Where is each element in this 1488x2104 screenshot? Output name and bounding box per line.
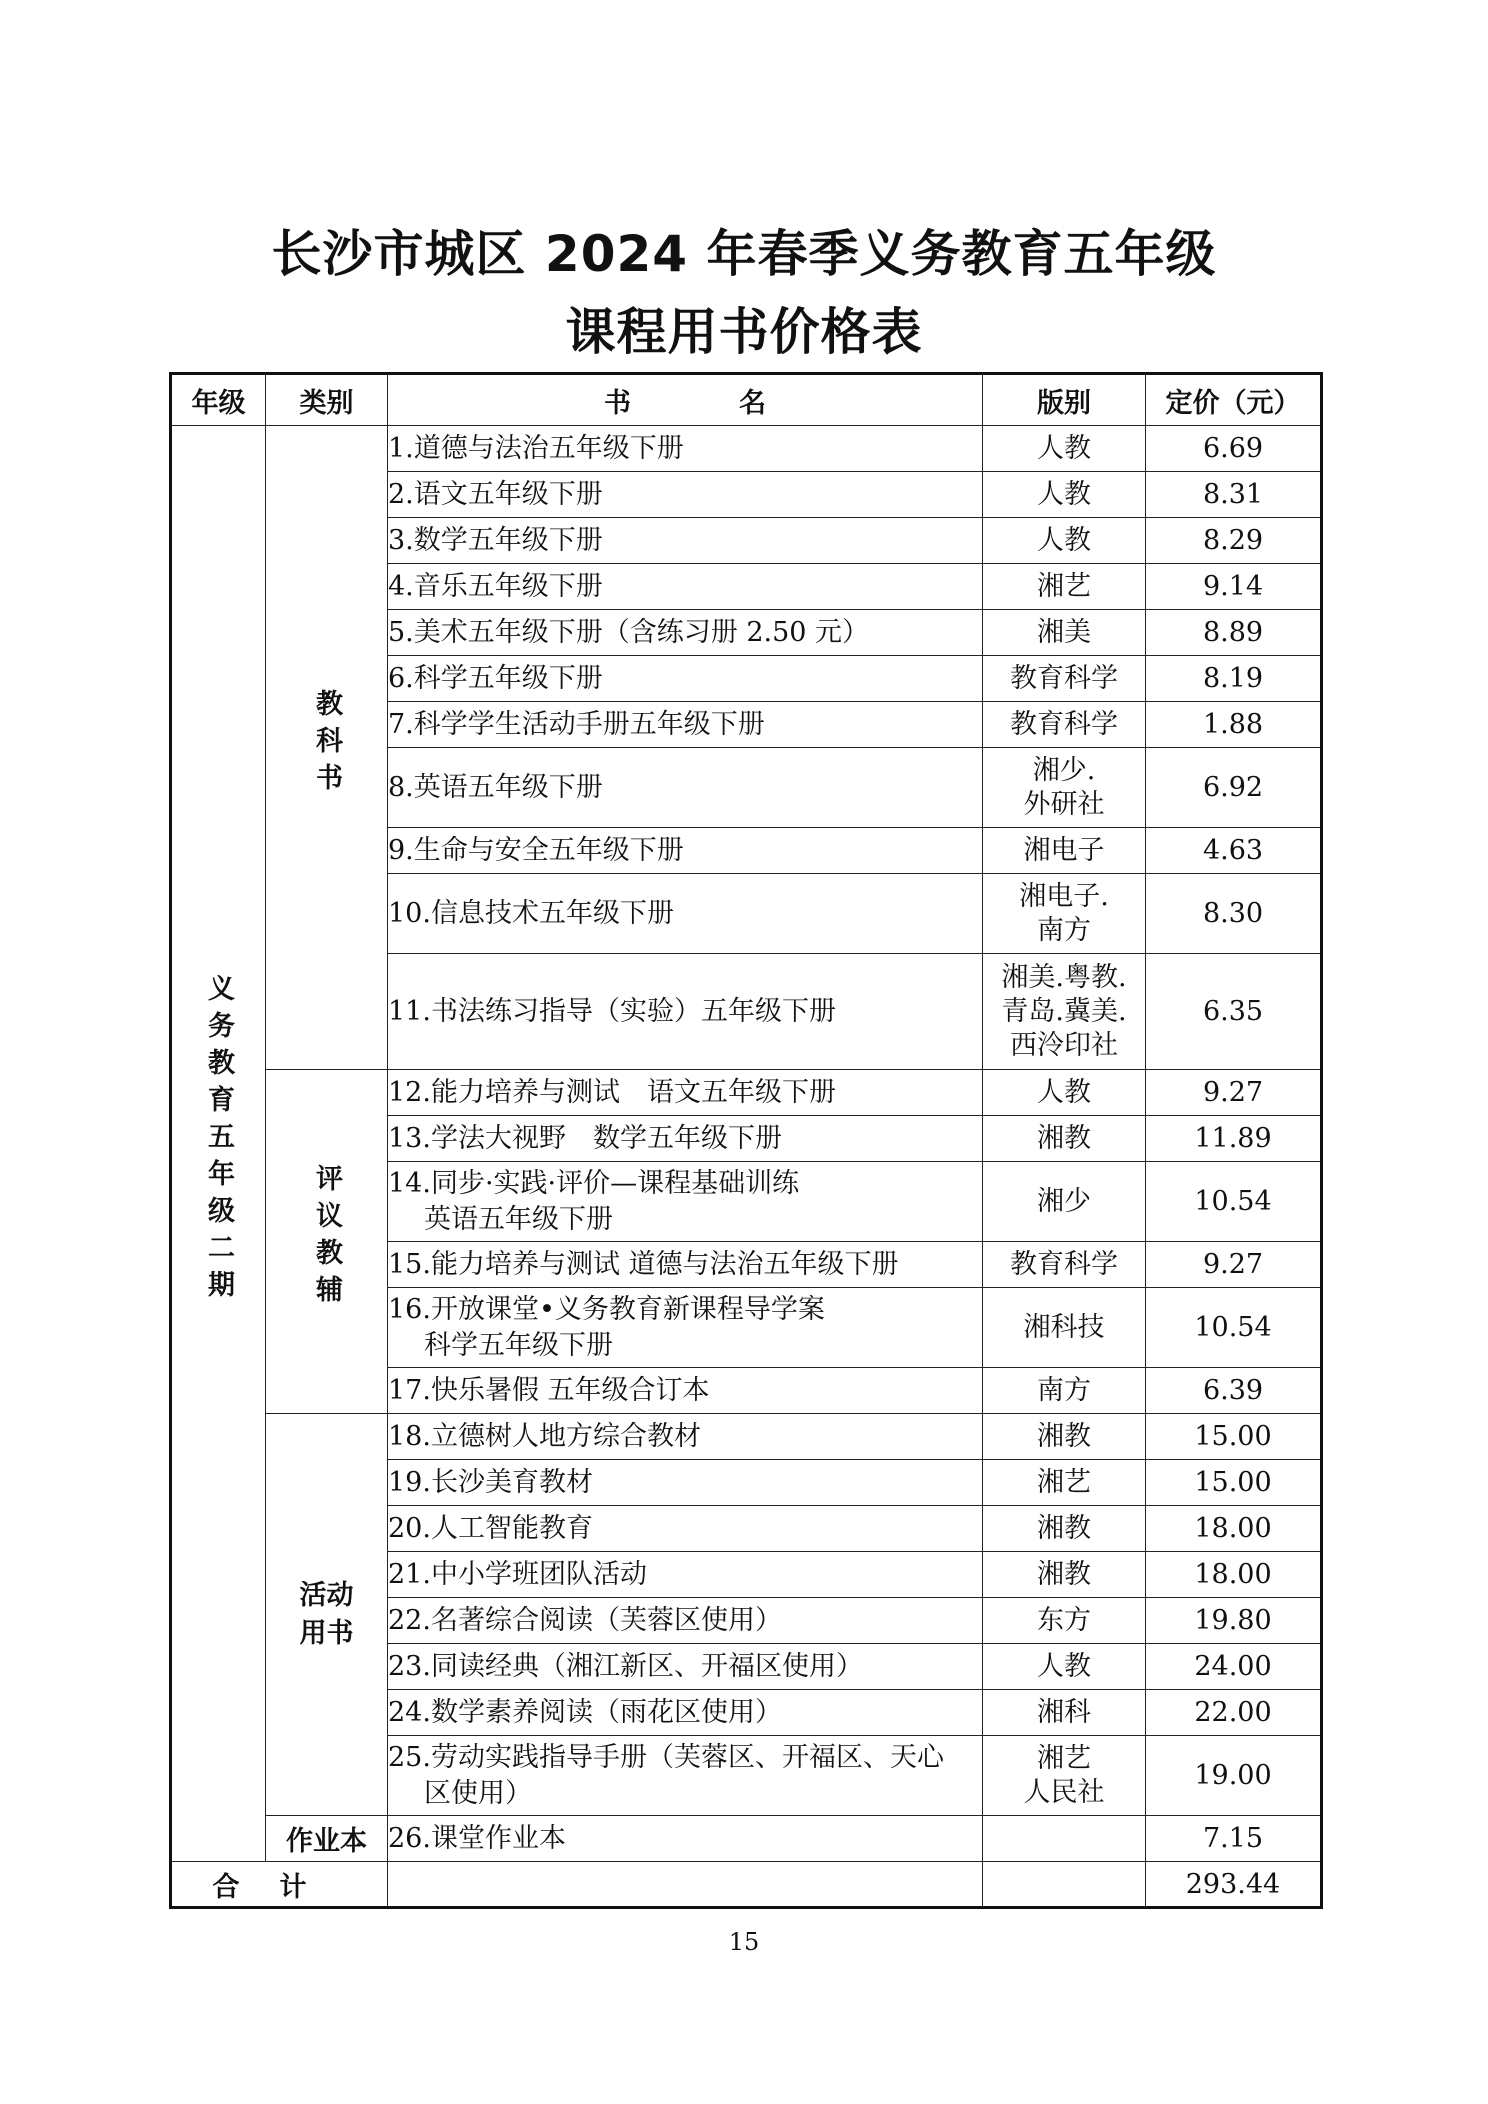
book-name: 17.快乐暑假 五年级合订本: [388, 1368, 983, 1414]
book-name: 2.语文五年级下册: [388, 472, 983, 518]
total-empty-name: [388, 1862, 983, 1908]
book-price: 4.63: [1146, 828, 1322, 874]
book-name: 12.能力培养与测试 语文五年级下册: [388, 1070, 983, 1116]
table-row: [171, 426, 1322, 472]
book-edition: 教育科学: [983, 702, 1146, 748]
book-price: 6.69: [1146, 426, 1322, 472]
page-subtitle: 课程用书价格表: [565, 303, 923, 361]
book-name: 13.学法大视野 数学五年级下册: [388, 1116, 983, 1162]
price-table: [169, 372, 1323, 1909]
book-edition: 湘教: [983, 1552, 1146, 1598]
category-activity-label-line1: 活动: [299, 1579, 354, 1611]
book-name: 10.信息技术五年级下册: [388, 874, 983, 954]
book-edition: 教育科学: [983, 1242, 1146, 1288]
book-name: 14.同步·实践·评价—课程基础训练: [388, 1167, 800, 1199]
book-price: 19.00: [1146, 1736, 1322, 1816]
book-price: 15.00: [1146, 1460, 1322, 1506]
book-price: 15.00: [1146, 1414, 1322, 1460]
book-price: 10.54: [1146, 1162, 1322, 1242]
book-edition: 人教: [983, 472, 1146, 518]
total-price: 293.44: [1146, 1862, 1322, 1908]
category-textbooks-label: 教科书: [311, 688, 342, 800]
book-edition: 人教: [983, 1070, 1146, 1116]
book-edition: [983, 1816, 1146, 1862]
grade-label: 义务教育五年级二期: [203, 973, 234, 1307]
grade-cell: [171, 426, 266, 1862]
book-name: 9.生命与安全五年级下册: [388, 828, 983, 874]
book-name: 1.道德与法治五年级下册: [388, 426, 983, 472]
book-edition: 东方: [983, 1598, 1146, 1644]
book-name-cell: [388, 1288, 983, 1368]
book-price: 24.00: [1146, 1644, 1322, 1690]
book-price: 22.00: [1146, 1690, 1322, 1736]
book-price: 6.35: [1146, 954, 1322, 1070]
book-price: 1.88: [1146, 702, 1322, 748]
book-name-line2: 科学五年级下册: [424, 1329, 613, 1361]
book-name: 11.书法练习指导（实验）五年级下册: [388, 954, 983, 1070]
book-price: 9.14: [1146, 564, 1322, 610]
book-name: 26.课堂作业本: [388, 1816, 983, 1862]
book-name-line2: 区使用）: [424, 1777, 532, 1809]
table-row: [171, 1816, 1322, 1862]
book-name: 8.英语五年级下册: [388, 748, 983, 828]
book-price: 6.92: [1146, 748, 1322, 828]
category-textbooks: [266, 426, 388, 1070]
book-price: 8.29: [1146, 518, 1322, 564]
book-price: 18.00: [1146, 1506, 1322, 1552]
table-row: [171, 1414, 1322, 1460]
book-name: 22.名著综合阅读（芙蓉区使用）: [388, 1598, 983, 1644]
book-edition: 湘美: [983, 610, 1146, 656]
book-price: 8.19: [1146, 656, 1322, 702]
book-edition: 人教: [983, 518, 1146, 564]
page-title: 长沙市城区 2024 年春季义务教育五年级: [271, 225, 1217, 283]
book-name: 25.劳动实践指导手册（芙蓉区、开福区、天心: [388, 1741, 944, 1773]
book-price: 9.27: [1146, 1242, 1322, 1288]
category-homework: 作业本: [266, 1816, 388, 1862]
book-price: 11.89: [1146, 1116, 1322, 1162]
book-price: 9.27: [1146, 1070, 1322, 1116]
category-activity: [266, 1414, 388, 1816]
book-name: 24.数学素养阅读（雨花区使用）: [388, 1690, 983, 1736]
book-edition: 湘教: [983, 1506, 1146, 1552]
total-empty-edition: [983, 1862, 1146, 1908]
book-price: 19.80: [1146, 1598, 1322, 1644]
category-review-label: 评议教辅: [311, 1164, 342, 1312]
book-price: 8.30: [1146, 874, 1322, 954]
book-edition: 湘艺: [983, 564, 1146, 610]
book-name: 21.中小学班团队活动: [388, 1552, 983, 1598]
book-edition: 南方: [983, 1368, 1146, 1414]
book-edition: 湘少. 外研社: [983, 748, 1146, 828]
header-price: 定价（元）: [1146, 374, 1322, 426]
book-name: 20.人工智能教育: [388, 1506, 983, 1552]
total-label: 合计: [171, 1862, 388, 1908]
book-name: 5.美术五年级下册（含练习册 2.50 元）: [388, 610, 983, 656]
book-name: 19.长沙美育教材: [388, 1460, 983, 1506]
book-edition: 湘电子: [983, 828, 1146, 874]
book-edition: 湘教: [983, 1116, 1146, 1162]
book-edition: 湘教: [983, 1414, 1146, 1460]
book-name: 23.同读经典（湘江新区、开福区使用）: [388, 1644, 983, 1690]
book-edition: 湘科: [983, 1690, 1146, 1736]
book-price: 7.15: [1146, 1816, 1322, 1862]
category-review: [266, 1070, 388, 1414]
book-price: 18.00: [1146, 1552, 1322, 1598]
header-book-name: 书 名: [388, 374, 983, 426]
book-edition: 湘美.粤教. 青岛.冀美. 西泠印社: [983, 954, 1146, 1070]
book-edition: 人教: [983, 1644, 1146, 1690]
book-edition: 湘少: [983, 1162, 1146, 1242]
table-header-row: [171, 374, 1322, 426]
book-name-cell: [388, 1162, 983, 1242]
book-name-cell: [388, 1736, 983, 1816]
book-edition: 人教: [983, 426, 1146, 472]
book-name: 3.数学五年级下册: [388, 518, 983, 564]
book-edition: 湘电子. 南方: [983, 874, 1146, 954]
book-edition: 教育科学: [983, 656, 1146, 702]
header-grade: 年级: [171, 374, 266, 426]
book-edition: 湘艺 人民社: [983, 1736, 1146, 1816]
book-name: 18.立德树人地方综合教材: [388, 1414, 983, 1460]
table-row: [171, 1070, 1322, 1116]
book-name: 15.能力培养与测试 道德与法治五年级下册: [388, 1242, 983, 1288]
book-price: 8.31: [1146, 472, 1322, 518]
book-name: 4.音乐五年级下册: [388, 564, 983, 610]
category-activity-label-line2: 用书: [299, 1617, 354, 1649]
book-name: 6.科学五年级下册: [388, 656, 983, 702]
book-price: 8.89: [1146, 610, 1322, 656]
book-name: 16.开放课堂•义务教育新课程导学案: [388, 1293, 825, 1325]
book-name: 7.科学学生活动手册五年级下册: [388, 702, 983, 748]
total-row: [171, 1862, 1322, 1908]
book-edition: 湘艺: [983, 1460, 1146, 1506]
page-number: 15: [728, 1928, 760, 1956]
book-name-line2: 英语五年级下册: [424, 1203, 613, 1235]
book-price: 10.54: [1146, 1288, 1322, 1368]
header-edition: 版别: [983, 374, 1146, 426]
book-edition: 湘科技: [983, 1288, 1146, 1368]
book-price: 6.39: [1146, 1368, 1322, 1414]
header-category: 类别: [266, 374, 388, 426]
